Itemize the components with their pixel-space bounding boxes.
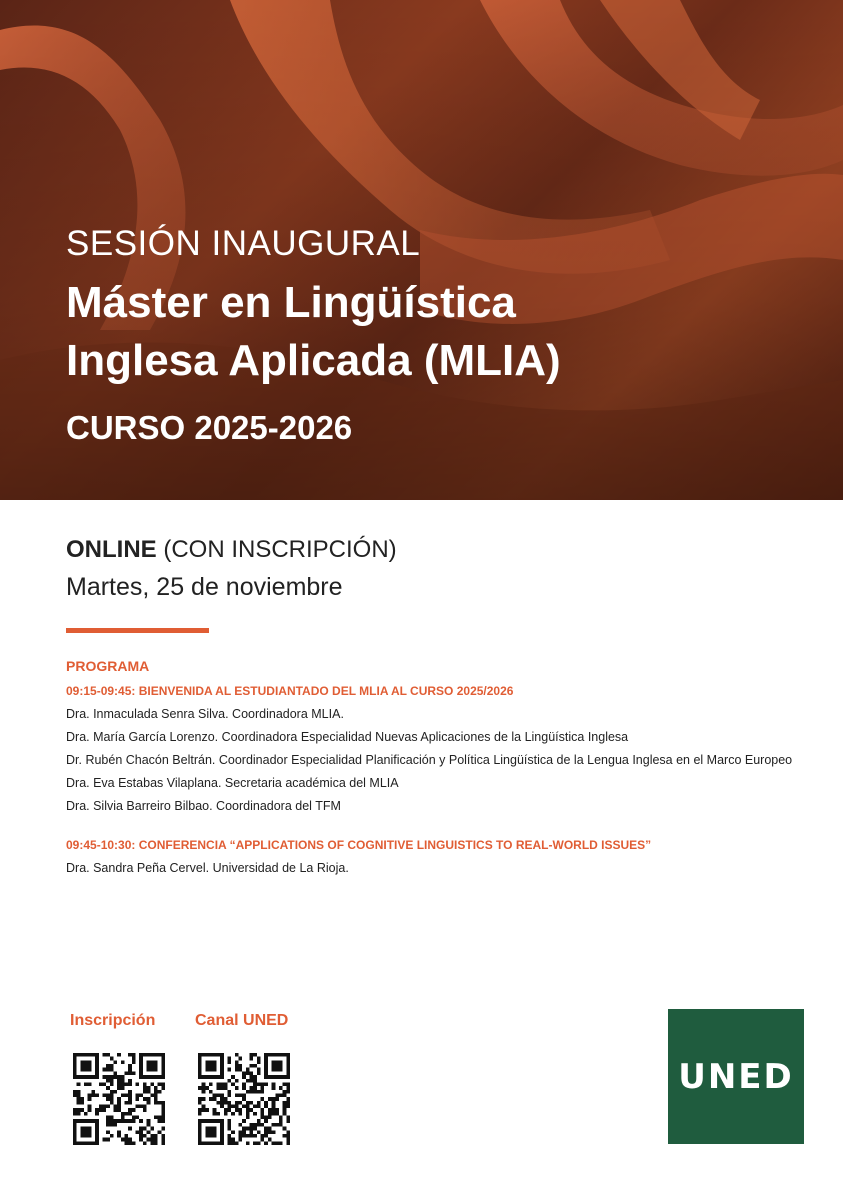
- hero-title-line-1: Máster en Lingüística: [66, 278, 516, 327]
- speaker-item: Dra. María García Lorenzo. Coordinadora Especialidad Nuevas Aplicaciones de la Lingüística Inglesa: [66, 730, 629, 744]
- speaker-list: [66, 857, 826, 880]
- accent-divider: [66, 628, 209, 633]
- speaker-item: Dr. Rubén Chacón Beltrán. Coordinador Especialidad Planificación y Política Lingüística de la Lengua Inglesa en el Marco Europeo: [66, 753, 793, 767]
- hero-text-block: [66, 222, 561, 448]
- session-title: 09:45-10:30: CONFERENCIA “APPLICATIONS OF COGNITIVE LINGUISTICS TO REAL-WORLD ISSUES”: [66, 838, 652, 852]
- hero-kicker: SESIÓN INAUGURAL: [66, 224, 421, 263]
- speaker-item: Dra. Inmaculada Senra Silva. Coordinadora MLIA.: [66, 707, 344, 721]
- hero-course: CURSO 2025-2026: [66, 409, 353, 446]
- session-title: 09:15-09:45: BIENVENIDA AL ESTUDIANTADO DEL MLIA AL CURSO 2025/2026: [66, 684, 514, 698]
- uned-logo: [668, 1009, 804, 1144]
- qr-code-inscripcion[interactable]: [73, 1053, 165, 1145]
- event-mode: [66, 534, 397, 566]
- program-section: [66, 656, 826, 880]
- event-date: Martes, 25 de noviembre: [66, 573, 343, 601]
- uned-logo-text: UNED: [678, 1056, 794, 1097]
- event-info: [66, 534, 397, 604]
- event-mode-bold: ONLINE: [66, 536, 157, 563]
- hero-banner: [0, 0, 843, 500]
- speaker-item: Dra. Silvia Barreiro Bilbao. Coordinadora del TFM: [66, 799, 341, 813]
- program-session-1: [66, 682, 826, 818]
- program-session-2: [66, 836, 826, 880]
- qr-canal-label: Canal UNED: [195, 1012, 289, 1029]
- speaker-item: Dra. Sandra Peña Cervel. Universidad de La Rioja.: [66, 861, 349, 875]
- event-mode-rest: (CON INSCRIPCIÓN): [156, 536, 397, 563]
- hero-title: [66, 274, 561, 390]
- speaker-list: [66, 703, 826, 818]
- speaker-item: Dra. Eva Estabas Vilaplana. Secretaria académica del MLIA: [66, 776, 399, 790]
- qr-code-canal-uned[interactable]: [198, 1053, 290, 1145]
- hero-title-line-2: Inglesa Aplicada (MLIA): [66, 336, 561, 385]
- qr-inscripcion-label: Inscripción: [70, 1012, 156, 1029]
- program-heading: PROGRAMA: [66, 658, 150, 674]
